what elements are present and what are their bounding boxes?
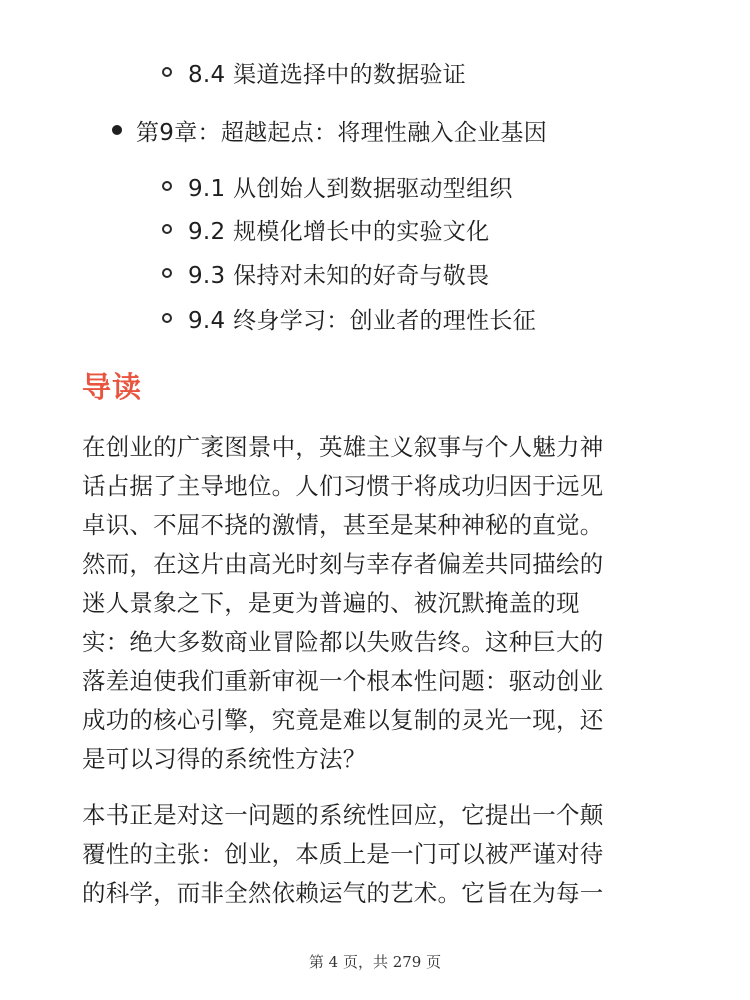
toc-item-label: 8.4 渠道选择中的数据验证 bbox=[188, 61, 467, 88]
toc-item-9-1[interactable] bbox=[162, 166, 513, 206]
hollow-bullet-icon bbox=[162, 268, 172, 278]
page-number-footer: 第 4 页，共 279 页 bbox=[308, 953, 442, 971]
paragraph-line: 落差迫使我们重新审视一个根本性问题：驱动创业 bbox=[82, 667, 604, 695]
paragraph-line: 是可以习得的系统性方法？ bbox=[82, 745, 367, 773]
toc-item-label: 9.4 终身学习：创业者的理性长征 bbox=[188, 307, 536, 334]
toc-item-label: 9.3 保持对未知的好奇与敬畏 bbox=[188, 262, 490, 289]
hollow-bullet-icon bbox=[162, 224, 172, 234]
paragraph-line: 成功的核心引擎，究竟是难以复制的灵光一现，还 bbox=[82, 706, 604, 734]
paragraph-line: 在创业的广袤图景中，英雄主义叙事与个人魅力神 bbox=[82, 433, 604, 461]
paragraph-intro bbox=[82, 428, 682, 779]
paragraph-line: 卓识、不屈不挠的激情，甚至是某种神秘的直觉。 bbox=[82, 511, 604, 539]
toc-item-label: 9.1 从创始人到数据驱动型组织 bbox=[188, 175, 513, 202]
paragraph-line: 迷人景象之下，是更为普遍的、被沉默掩盖的现 bbox=[82, 589, 580, 617]
paragraph-line: 的科学，而非全然依赖运气的艺术。它旨在为每一 bbox=[82, 879, 604, 907]
filled-bullet-icon bbox=[112, 125, 122, 135]
toc-item-9-4[interactable] bbox=[162, 298, 536, 338]
hollow-bullet-icon bbox=[162, 67, 172, 77]
toc-chapter-9[interactable] bbox=[112, 108, 547, 152]
paragraph-thesis bbox=[82, 796, 682, 913]
paragraph-line: 实：绝大多数商业冒险都以失败告终。这种巨大的 bbox=[82, 628, 604, 656]
paragraph-line: 然而，在这片由高光时刻与幸存者偏差共同描绘的 bbox=[82, 550, 604, 578]
toc-item-label: 9.2 规模化增长中的实验文化 bbox=[188, 218, 490, 245]
hollow-bullet-icon bbox=[162, 313, 172, 323]
paragraph-line: 话占据了主导地位。人们习惯于将成功归因于远见 bbox=[82, 472, 604, 500]
hollow-bullet-icon bbox=[162, 181, 172, 191]
toc-item-8-4[interactable] bbox=[162, 52, 466, 92]
paragraph-line: 本书正是对这一问题的系统性回应，它提出一个颠 bbox=[82, 801, 604, 829]
toc-item-9-2[interactable] bbox=[162, 209, 489, 249]
toc-item-9-3[interactable] bbox=[162, 253, 489, 293]
paragraph-line: 覆性的主张：创业，本质上是一门可以被严谨对待 bbox=[82, 840, 604, 868]
section-heading: 导读 bbox=[82, 370, 143, 404]
toc-chapter-label: 第9章：超越起点：将理性融入企业基因 bbox=[136, 119, 548, 146]
